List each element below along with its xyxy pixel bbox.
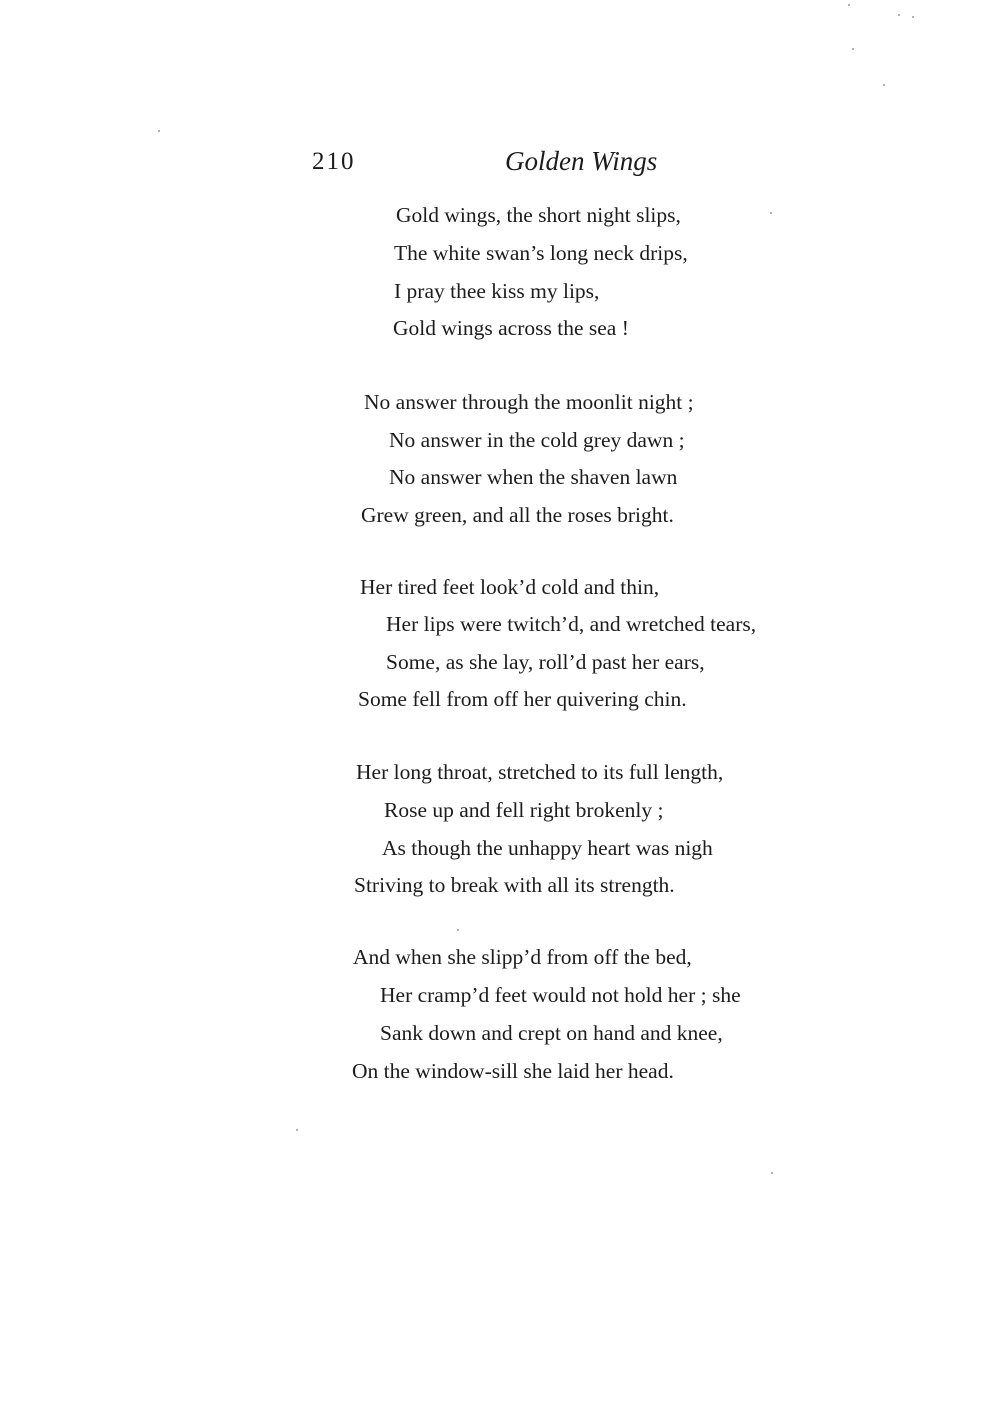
scan-speck (158, 130, 160, 132)
scan-speck (848, 4, 850, 6)
verse-line: Striving to break with all its strength. (354, 873, 675, 897)
running-title: Golden Wings (505, 146, 658, 176)
verse-line: Some fell from off her quivering chin. (358, 687, 687, 711)
scan-speck (770, 212, 772, 214)
verse-line: Gold wings across the sea ! (393, 316, 629, 340)
scan-speck (883, 84, 885, 86)
scan-speck (457, 929, 459, 931)
scan-speck (898, 14, 900, 16)
verse-line: Her tired feet look’d cold and thin, (360, 575, 660, 599)
verse-line: Some, as she lay, roll’d past her ears, (386, 650, 705, 674)
verse-line: Gold wings, the short night slips, (396, 203, 681, 227)
verse-line: No answer when the shaven lawn (389, 465, 678, 489)
verse-line: Grew green, and all the roses bright. (361, 503, 674, 527)
verse-line: Her long throat, stretched to its full length, (356, 760, 724, 784)
verse-line: Rose up and fell right brokenly ; (384, 798, 664, 822)
scan-speck (852, 48, 854, 50)
verse-line: As though the unhappy heart was nigh (382, 836, 713, 860)
scan-speck (771, 1172, 773, 1174)
verse-line: The white swan’s long neck drips, (394, 241, 688, 265)
verse-line: And when she slipp’d from off the bed, (353, 945, 692, 969)
verse-line: Her cramp’d feet would not hold her ; she (380, 983, 741, 1007)
page-number: 210 (312, 148, 356, 175)
verse-line: Sank down and crept on hand and knee, (380, 1021, 723, 1045)
verse-line: I pray thee kiss my lips, (394, 279, 600, 303)
verse-line: No answer in the cold grey dawn ; (389, 428, 685, 452)
scan-speck (296, 1129, 298, 1131)
verse-line: No answer through the moonlit night ; (364, 390, 694, 414)
verse-line: Her lips were twitch’d, and wretched tears, (386, 612, 757, 636)
verse-line: On the window-sill she laid her head. (352, 1059, 674, 1083)
scan-speck (912, 16, 914, 18)
